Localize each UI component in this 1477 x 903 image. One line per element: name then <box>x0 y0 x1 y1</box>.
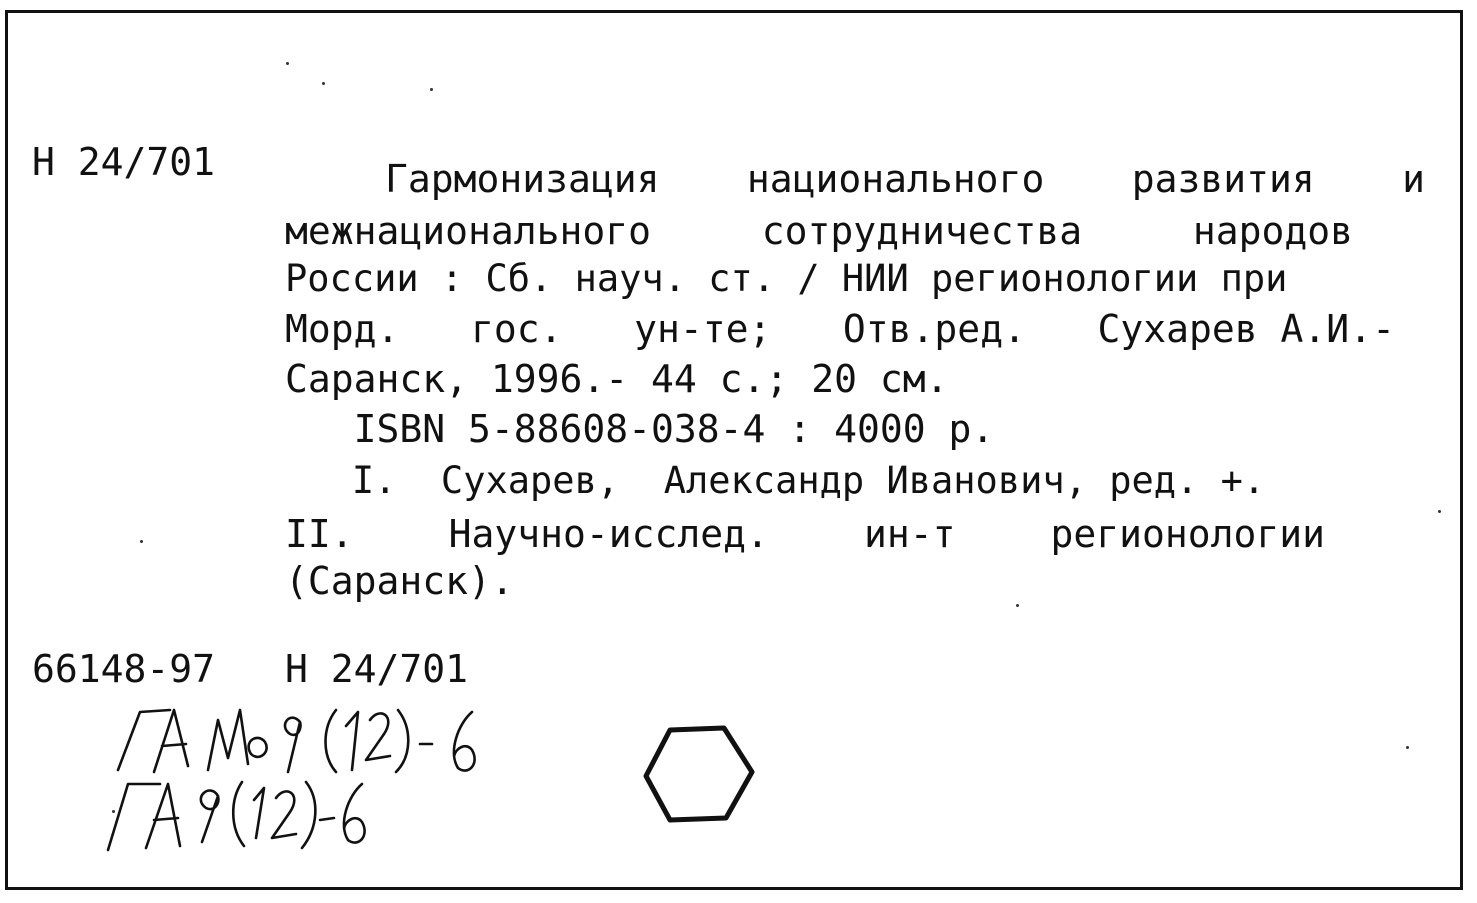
imprint-word: гос. <box>470 307 563 351</box>
scan-speck <box>140 540 143 543</box>
tracing-line-1: I. Сухарев, Александр Иванович, ред. +. <box>285 459 1266 502</box>
title-word: развития <box>1131 157 1315 201</box>
scan-speck <box>1438 510 1441 513</box>
title-word: и <box>1402 157 1425 201</box>
tracing-word: II. <box>285 512 354 556</box>
entry-line-4 <box>285 307 1395 351</box>
imprint-word: Морд. <box>285 307 400 351</box>
title-word: народов <box>1192 209 1353 253</box>
tracing-line-2 <box>285 512 1325 556</box>
accession-number: 66148-97 <box>32 647 216 691</box>
title-word: сотрудничества <box>761 209 1083 253</box>
title-word: национального <box>746 157 1045 201</box>
title-word: Гармонизация <box>385 157 660 201</box>
tracing-word: регионологии <box>1050 512 1325 556</box>
entry-line-5: Саранск, 1996.- 44 с.; 20 см. <box>285 357 949 401</box>
imprint-word: ун-те; <box>634 307 772 351</box>
isbn-line: ISBN 5-88608-038-4 : 4000 р. <box>285 407 995 451</box>
imprint-word: Сухарев А.И.- <box>1097 307 1395 351</box>
tracing-line-3: (Саранск). <box>285 559 514 603</box>
title-word: межнационального <box>285 209 652 253</box>
tracing-word: Научно-исслед. <box>448 512 769 556</box>
scan-speck <box>286 62 289 65</box>
call-number-repeat: Н 24/701 <box>285 647 469 691</box>
scan-speck <box>1016 604 1019 607</box>
scan-speck <box>1406 746 1409 749</box>
tracing-word: ин-т <box>863 512 956 556</box>
entry-line-3: России : Сб. науч. ст. / НИИ регионологии при <box>285 257 1288 300</box>
scan-speck <box>322 82 325 85</box>
entry-line-1 <box>285 157 1425 201</box>
entry-line-2 <box>285 209 1353 253</box>
scan-speck <box>430 88 433 91</box>
imprint-word: Отв.ред. <box>842 307 1026 351</box>
call-number: Н 24/701 <box>32 140 216 184</box>
scan-speck <box>112 810 115 813</box>
circle-mark-icon <box>640 722 758 826</box>
handwritten-shelfmarks <box>100 680 540 860</box>
